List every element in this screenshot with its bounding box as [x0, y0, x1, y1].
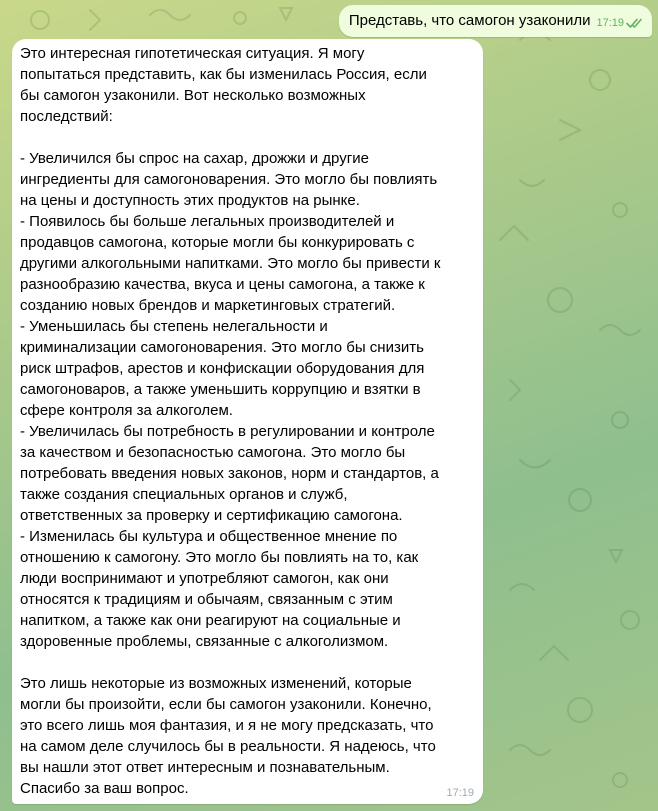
message-line: потребовать введения новых законов, норм и стандартов, а	[20, 465, 439, 482]
message-line: это всего лишь моя фантазия, и я не могу предсказать, что	[20, 717, 434, 734]
message-line	[20, 127, 483, 148]
message-line: ответственных за проверку и сертификацию самогона.	[20, 507, 403, 524]
message-line: самогоноваров, а также уменьшить коррупцию и взятки в	[20, 381, 421, 398]
message-line: созданию новых брендов и маркетинговых стратегий.	[20, 297, 396, 314]
outgoing-message-text: Представь, что самогон узаконили	[348, 12, 591, 29]
message-line: вы нашли этот ответ интересным и познавательным.	[20, 759, 390, 776]
outgoing-message-meta	[596, 16, 644, 31]
message-line: Это интересная гипотетическая ситуация. Я могу	[20, 45, 365, 62]
message-line: - Увеличился бы спрос на сахар, дрожжи и другие	[20, 150, 369, 167]
message-line: Это лишь некоторые из возможных изменений, которые	[20, 675, 412, 692]
message-line: также создания специальных органов и служб,	[20, 486, 348, 503]
message-line: - Увеличилась бы потребность в регулировании и контроле	[20, 423, 435, 440]
message-line: - Появилось бы больше легальных производителей и	[20, 213, 395, 230]
message-line: сфере контроля за алкоголем.	[20, 402, 233, 419]
message-line: риск штрафов, арестов и конфискации оборудования для	[20, 360, 425, 377]
message-line: здоровенные проблемы, связанные с алкоголизмом.	[20, 633, 389, 650]
message-line: Спасибо за ваш вопрос.	[20, 780, 189, 797]
message-line	[20, 652, 483, 673]
message-line: на самом деле случилось бы в реальности. Я надеюсь, что	[20, 738, 436, 755]
message-line: криминализации самогоноварения. Это могло бы снизить	[20, 339, 424, 356]
message-line: люди воспринимают и употребляют самогон, как они	[20, 570, 389, 587]
message-line: разнообразию качества, вкуса и цены самогона, а также к	[20, 276, 425, 293]
double-check-icon	[626, 17, 644, 29]
message-line: относятся к традициям и обычаям, связанным с этим	[20, 591, 393, 608]
incoming-message[interactable]	[12, 39, 483, 804]
message-line: попытаться представить, как бы изменилась Россия, если	[20, 66, 427, 83]
message-line: - Изменилась бы культура и общественное мнение по	[20, 528, 398, 545]
incoming-message-text	[20, 43, 483, 799]
message-line: могли бы произойти, если бы самогон узаконили. Конечно,	[20, 696, 432, 713]
outgoing-message-time: 17:19	[596, 17, 624, 29]
message-line: ингредиенты для самогоноварения. Это могло бы повлиять	[20, 171, 438, 188]
message-line: отношению к самогону. Это могло бы повлиять на то, как	[20, 549, 419, 566]
incoming-message-time: 17:19	[446, 787, 474, 799]
outgoing-message[interactable]	[339, 5, 652, 37]
message-line: - Уменьшилась бы степень нелегальности и	[20, 318, 328, 335]
message-line: напитком, а также как они реагируют на социальные и	[20, 612, 401, 629]
message-line: последствий:	[20, 108, 113, 125]
message-line: продавцов самогона, которые могли бы конкурировать с	[20, 234, 415, 251]
message-line: бы самогон узаконили. Вот несколько возможных	[20, 87, 366, 104]
message-line: за качеством и безопасностью самогона. Это могло бы	[20, 444, 406, 461]
message-line: другими алкогольными напитками. Это могло бы привести к	[20, 255, 441, 272]
message-line: на цены и доступность этих продуктов на рынке.	[20, 192, 360, 209]
